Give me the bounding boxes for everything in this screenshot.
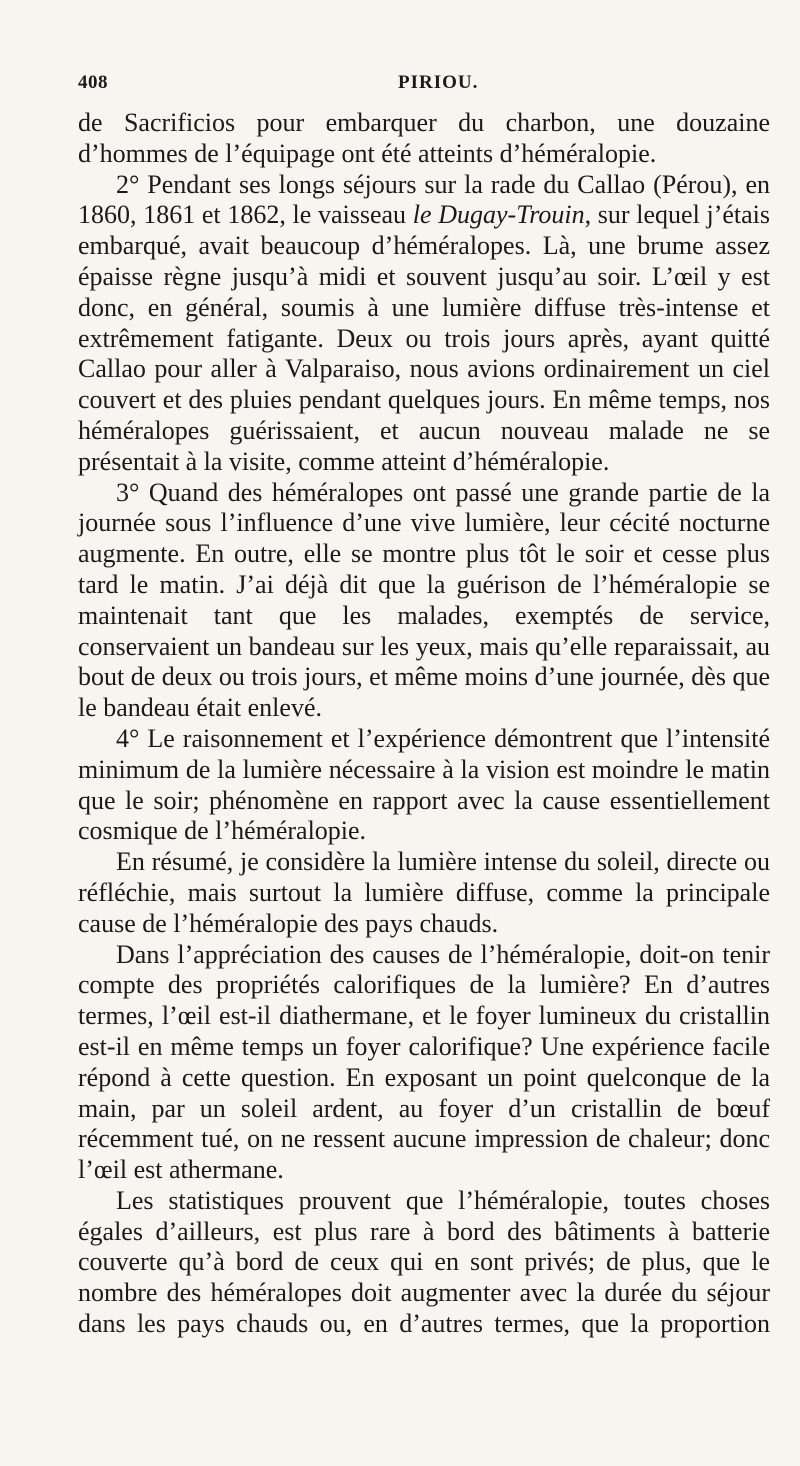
body-text xyxy=(78,108,770,1340)
paragraph xyxy=(78,1186,770,1340)
paragraph-text: 3° Quand des héméralopes ont passé une grande partie de la journée sous l’influence d’une vive lumière, leur cécité nocturne augmente. En outre, elle se montre plus tôt le soir et cesse plus tard le matin. J’ai déjà dit que la guérison de l’héméralopie se maintenait tant que les malades, exemptés de service, conservaient un bandeau sur les yeux, mais qu’elle reparaissait, au bout de deux ou trois jours, et même moins d’une journée, dès que le bandeau était enlevé. xyxy=(78,477,770,723)
paragraph xyxy=(78,724,770,847)
italic-text: le Dugay-Trouin xyxy=(412,200,585,230)
paragraph xyxy=(78,847,770,939)
page-number: 408 xyxy=(78,72,108,93)
paragraph-text: Dans l’appréciation des causes de l’héméralopie, doit-on tenir compte des propriétés calorifiques de la lumière? En d’autres termes, l’œil est-il diathermane, et le foyer lumineux du cristallin est-il en même temps un foyer calorifique? Une expérience facile répond à cette question. En exposant un point quelconque de la main, par un soleil ardent, au foyer d’un cristallin de bœuf récemment tué, on ne ressent aucune impression de chaleur; donc l’œil est athermane. xyxy=(78,939,770,1185)
paragraph xyxy=(78,170,770,478)
running-title: PIRIOU. xyxy=(398,72,479,93)
paragraph xyxy=(78,108,770,170)
running-header xyxy=(78,62,770,96)
paragraph-text: En résumé, je considère la lumière intense du soleil, directe ou réfléchie, mais surtout la lumière diffuse, comme la principale cause de l’héméralopie des pays chauds. xyxy=(78,847,770,938)
paragraph xyxy=(78,478,770,724)
paragraph-text: 2° Pendant ses longs séjours sur la rade du Callao (Pérou), en 1860, 1861 et 1862, le vaisseau xyxy=(78,169,770,230)
paragraph-text: Les statistiques prouvent que l’héméralopie, toutes choses égales d’ailleurs, est plus rare à bord des bâtiments à batterie couverte qu’à bord de ceux qui en sont privés; de plus, que le nombre des héméralopes doit augmenter avec la durée du séjour dans les pays chauds ou, en d’autres termes, que la proportion xyxy=(78,1185,770,1339)
paragraph-text: 4° Le raisonnement et l’expérience démontrent que l’intensité minimum de la lumière nécessaire à la vision est moindre le matin que le soir; phénomène en rapport avec la cause essentiellement cosmique de l’héméralopie. xyxy=(78,723,770,846)
paragraph-text: de Sacrificios pour embarquer du charbon, une douzaine d’hommes de l’équipage ont été atteints d’héméralopie. xyxy=(78,108,770,168)
paragraph-text: , sur lequel j’étais embarqué, avait beaucoup d’héméralopes. Là, une brume assez épaisse règne jusqu’à midi et souvent jusqu’au soir. L’œil y est donc, en général, soumis à une lumière diffuse très-intense et extrêmement fatigante. Deux ou trois jours après, ayant quitté Callao pour aller à Valparaiso, nous avions ordinairement un ciel couvert et des pluies pendant quelques jours. En même temps, nos héméralopes guérissaient, et aucun nouveau malade ne se présentait à la visite, comme atteint d’héméralopie. xyxy=(78,200,771,476)
paragraph xyxy=(78,940,770,1186)
